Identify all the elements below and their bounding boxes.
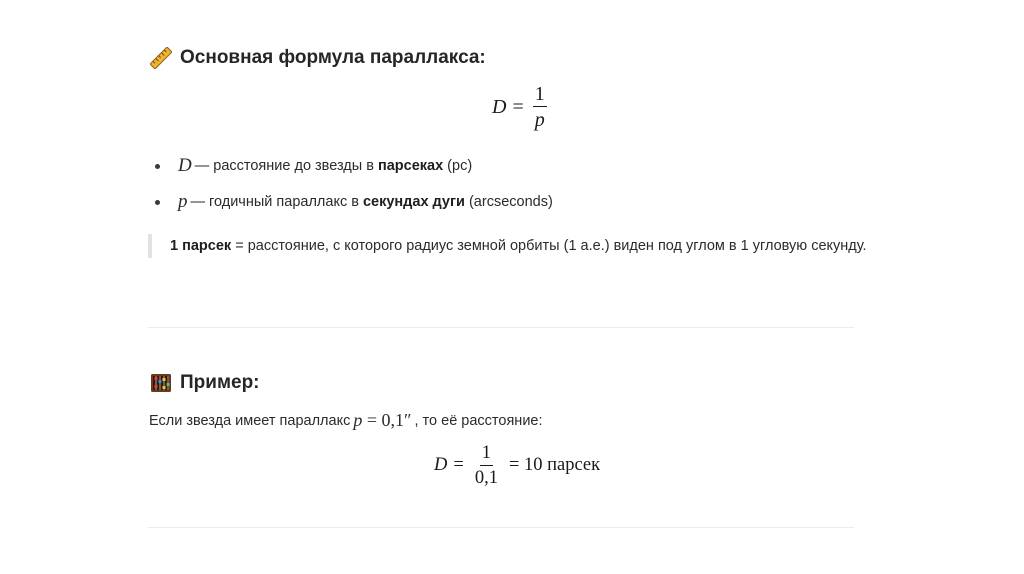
dash: — [190, 194, 205, 210]
section-heading-example [150, 372, 260, 394]
formula-lhs: D [434, 455, 448, 475]
intro-text: Если звезда имеет параллакс [149, 412, 351, 429]
note-bold: 1 парсек [170, 238, 232, 254]
list-item [150, 148, 553, 184]
intro-math-var: p [353, 410, 363, 430]
section-heading-text: Основная формула параллакса: [180, 47, 486, 68]
note-text: = расстояние, с которого радиус земной орбиты (1 а.е.) виден под углом в 1 угловую секунду. [231, 238, 867, 254]
ruler-icon [150, 47, 172, 69]
abacus-icon [150, 372, 172, 394]
item-text: годичный параллакс в [205, 194, 363, 210]
item-text-after: (pc) [443, 158, 473, 174]
example-intro [149, 410, 543, 431]
intro-math [353, 410, 411, 431]
divider [148, 327, 854, 328]
item-bold: секундах дуги [362, 194, 465, 210]
formula-numerator: 1 [480, 444, 493, 466]
divider [148, 527, 854, 528]
formula-numerator: 1 [534, 83, 545, 105]
formula-result: = 10 парсек [508, 455, 601, 475]
item-bold: парсеках [377, 158, 444, 174]
parsec-definition-note [148, 234, 880, 258]
symbol-d: D [178, 155, 192, 176]
parallax-formula [492, 84, 550, 130]
dash: — [194, 158, 210, 174]
formula-fraction [533, 84, 547, 130]
bullet-dot [155, 164, 160, 169]
formula-equals: = [512, 95, 524, 118]
formula-lhs: D [492, 95, 507, 118]
symbol-p: p [178, 191, 188, 212]
formula-denominator: 0,1 [474, 467, 498, 488]
formula-denominator: p [534, 109, 545, 131]
list-item [150, 184, 553, 220]
item-text: расстояние до звезды в [209, 158, 378, 174]
intro-text-after: , то её расстояние: [414, 412, 543, 429]
formula-equals: = [453, 455, 464, 475]
item-text-after: (arcseconds) [464, 194, 553, 210]
formula-fraction [473, 444, 500, 487]
definitions-list [150, 148, 553, 220]
section-heading-text: Пример: [180, 372, 260, 393]
section-heading-formula [150, 47, 486, 69]
intro-math-rest: = 0,1″ [366, 410, 412, 430]
bullet-dot [155, 200, 160, 205]
example-formula [434, 444, 600, 487]
